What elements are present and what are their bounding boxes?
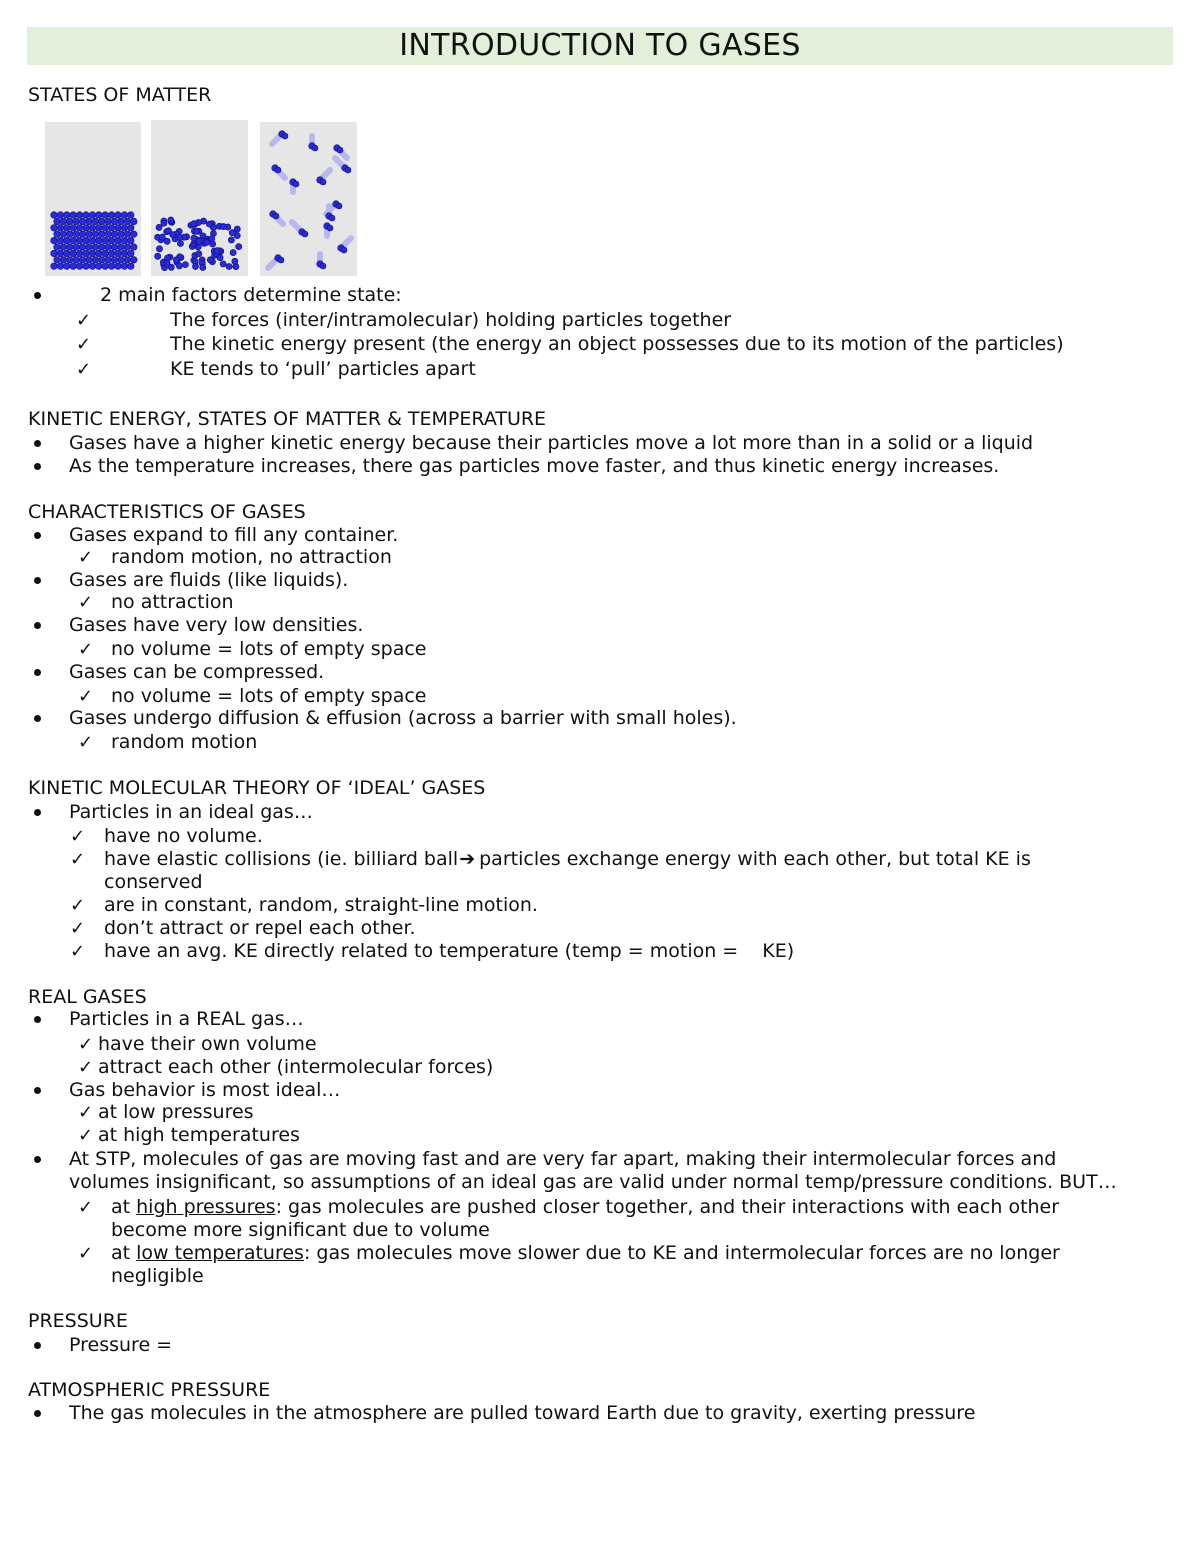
list-item: The kinetic energy present (the energy an object possesses due to its motion of the particles): [170, 333, 1064, 355]
text-segment: have elastic collisions (ie. billiard ball: [104, 848, 459, 870]
checkmark-icon: ✓: [78, 1034, 94, 1055]
checkmark-icon: ✓: [78, 1125, 94, 1146]
list-item: volumes insignificant, so assumptions of an ideal gas are valid under normal temp/pressure conditions. BUT…: [69, 1171, 1117, 1193]
list-item: As the temperature increases, there gas particles move faster, and thus kinetic energy increases.: [69, 455, 1000, 477]
list-item: Gases can be compressed.: [69, 661, 325, 683]
checkmark-icon: ✓: [70, 849, 86, 870]
bullet-icon: [34, 1342, 41, 1349]
bullet-icon: [34, 669, 41, 676]
text-segment: : gas molecules move slower due to KE and intermolecular forces are no longer: [303, 1242, 1060, 1264]
section-heading-characteristics: CHARACTERISTICS OF GASES: [28, 501, 306, 523]
list-item: have their own volume: [98, 1033, 317, 1055]
text-segment: have an avg. KE directly related to temperature (temp = motion =: [104, 940, 739, 962]
list-item: no attraction: [111, 591, 234, 613]
list-item: KE tends to ‘pull’ particles apart: [170, 358, 476, 380]
checkmark-icon: ✓: [78, 1057, 94, 1078]
list-item: Gases have a higher kinetic energy because their particles move a lot more than in a solid or a liquid: [69, 432, 1034, 454]
list-item: Gases undergo diffusion & effusion (across a barrier with small holes).: [69, 707, 737, 729]
list-item: Gases have very low densities.: [69, 614, 364, 636]
particle-diagram-icon: [45, 120, 360, 280]
checkmark-icon: ✓: [70, 941, 86, 962]
list-item: At STP, molecules of gas are moving fast and are very far apart, making their intermolecular forces and: [69, 1148, 1057, 1170]
bullet-icon: [34, 292, 41, 299]
list-item: attract each other (intermolecular forces): [98, 1056, 494, 1078]
text-segment: at: [111, 1242, 131, 1264]
states-of-matter-illustration: [45, 120, 360, 284]
list-item: negligible: [111, 1265, 204, 1287]
list-item: Gas behavior is most ideal…: [69, 1079, 341, 1101]
checkmark-icon: ✓: [76, 334, 92, 355]
list-item: [111, 1196, 1059, 1219]
checkmark-icon: ✓: [78, 1102, 94, 1123]
checkmark-icon: ✓: [70, 826, 86, 847]
list-item: The gas molecules in the atmosphere are pulled toward Earth due to gravity, exerting pressure: [69, 1402, 976, 1424]
list-item: [111, 1242, 1060, 1265]
list-item: at high temperatures: [98, 1124, 300, 1146]
list-item: [104, 848, 1031, 871]
list-item: 2 main factors determine state:: [100, 284, 402, 306]
checkmark-icon: ✓: [78, 686, 94, 707]
section-heading-states: STATES OF MATTER: [28, 84, 212, 106]
section-heading-real: REAL GASES: [28, 986, 147, 1008]
list-item: become more significant due to volume: [111, 1219, 490, 1241]
list-item: The forces (inter/intramolecular) holding particles together: [170, 309, 732, 331]
section-heading-kmt: KINETIC MOLECULAR THEORY OF ‘IDEAL’ GASES: [28, 777, 486, 799]
list-item: Gases expand to fill any container.: [69, 524, 399, 546]
checkmark-icon: ✓: [78, 592, 94, 613]
text-segment: KE): [762, 940, 795, 962]
text-segment: : gas molecules are pushed closer together, and their interactions with each other: [275, 1196, 1060, 1218]
checkmark-icon: ✓: [76, 359, 92, 380]
checkmark-icon: ✓: [78, 1197, 94, 1218]
text-segment: particles exchange energy with each other, but total KE is: [479, 848, 1031, 870]
page-title: INTRODUCTION TO GASES: [27, 27, 1173, 65]
list-item: [104, 940, 794, 963]
section-heading-atmospheric: ATMOSPHERIC PRESSURE: [28, 1379, 271, 1401]
arrow-right-icon: ➔: [459, 848, 476, 870]
list-item: random motion: [111, 731, 258, 753]
bullet-icon: [34, 577, 41, 584]
bullet-icon: [34, 715, 41, 722]
list-item: don’t attract or repel each other.: [104, 917, 416, 939]
bullet-icon: [34, 1016, 41, 1023]
checkmark-icon: ✓: [78, 732, 94, 753]
section-heading-pressure: PRESSURE: [28, 1310, 128, 1332]
underlined-term: high pressures: [136, 1196, 276, 1218]
bullet-icon: [34, 463, 41, 470]
checkmark-icon: ✓: [70, 895, 86, 916]
bullet-icon: [34, 622, 41, 629]
bullet-icon: [34, 440, 41, 447]
list-item: Gases are fluids (like liquids).: [69, 569, 349, 591]
bullet-icon: [34, 1156, 41, 1163]
list-item: are in constant, random, straight-line motion.: [104, 894, 538, 916]
checkmark-icon: ✓: [70, 918, 86, 939]
bullet-icon: [34, 1410, 41, 1417]
list-item: conserved: [104, 871, 203, 893]
underlined-term: low temperatures: [136, 1242, 304, 1264]
checkmark-icon: ✓: [78, 1243, 94, 1264]
list-item: Pressure =: [69, 1334, 173, 1356]
bullet-icon: [34, 1087, 41, 1094]
bullet-icon: [34, 809, 41, 816]
list-item: at low pressures: [98, 1101, 254, 1123]
list-item: Particles in an ideal gas…: [69, 801, 313, 823]
checkmark-icon: ✓: [78, 639, 94, 660]
checkmark-icon: ✓: [76, 310, 92, 331]
list-item: no volume = lots of empty space: [111, 638, 427, 660]
list-item: have no volume.: [104, 825, 263, 847]
list-item: random motion, no attraction: [111, 546, 392, 568]
list-item: Particles in a REAL gas…: [69, 1008, 304, 1030]
text-segment: at: [111, 1196, 131, 1218]
bullet-icon: [34, 532, 41, 539]
list-item: no volume = lots of empty space: [111, 685, 427, 707]
section-heading-kinetic: KINETIC ENERGY, STATES OF MATTER & TEMPERATURE: [28, 408, 547, 430]
checkmark-icon: ✓: [78, 547, 94, 568]
